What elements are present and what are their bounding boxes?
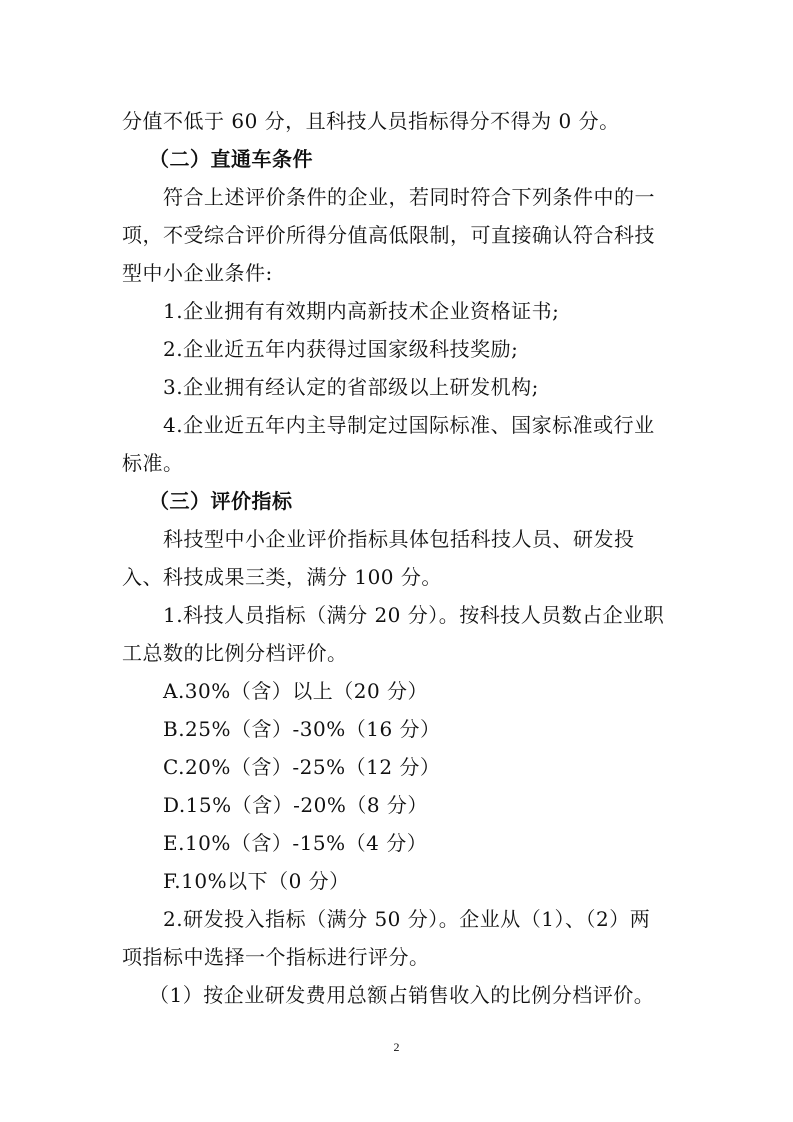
- list-item: 1.科技人员指标（满分 20 分）。按科技人员数占企业职: [163, 603, 665, 627]
- list-item: 1.企业拥有有效期内高新技术企业资格证书;: [163, 299, 560, 323]
- text-line: 符合上述评价条件的企业，若同时符合下列条件中的一: [163, 185, 655, 209]
- text-line: 科技型中小企业评价指标具体包括科技人员、研发投: [163, 527, 635, 551]
- list-item: 2.研发投入指标（满分 50 分）。企业从（1）、（2）两: [163, 907, 651, 931]
- list-item: B.25%（含）-30%（16 分）: [163, 717, 441, 741]
- list-item: F.10%以下（0 分）: [163, 869, 350, 893]
- list-item: D.15%（含）-20%（8 分）: [163, 793, 428, 817]
- section-heading: （二）直通车条件: [149, 147, 313, 171]
- text-line: 项，不受综合评价所得分值高低限制，可直接确认符合科技: [122, 223, 655, 247]
- text-line: 项指标中选择一个指标进行评分。: [122, 945, 430, 969]
- list-item: C.20%（含）-25%（12 分）: [163, 755, 441, 779]
- list-item: E.10%（含）-15%（4 分）: [163, 831, 428, 855]
- text-line: 入、科技成果三类，满分 100 分。: [122, 565, 442, 589]
- list-item: A.30%（含）以上（20 分）: [163, 679, 429, 703]
- list-item: 3.企业拥有经认定的省部级以上研发机构;: [163, 375, 539, 399]
- list-item: 4.企业近五年内主导制定过国际标准、国家标准或行业: [163, 413, 655, 437]
- text-line: 分值不低于 60 分，且科技人员指标得分不得为 0 分。: [122, 109, 620, 133]
- list-item: （1）按企业研发费用总额占销售收入的比例分档评价。: [149, 983, 655, 1007]
- section-heading: （三）评价指标: [149, 489, 293, 513]
- list-item: 2.企业近五年内获得过国家级科技奖励;: [163, 337, 519, 361]
- text-line: 标准。: [122, 451, 184, 475]
- text-line: 型中小企业条件:: [122, 261, 273, 285]
- page-number: 2: [393, 1040, 400, 1054]
- text-line: 工总数的比例分档评价。: [122, 641, 348, 665]
